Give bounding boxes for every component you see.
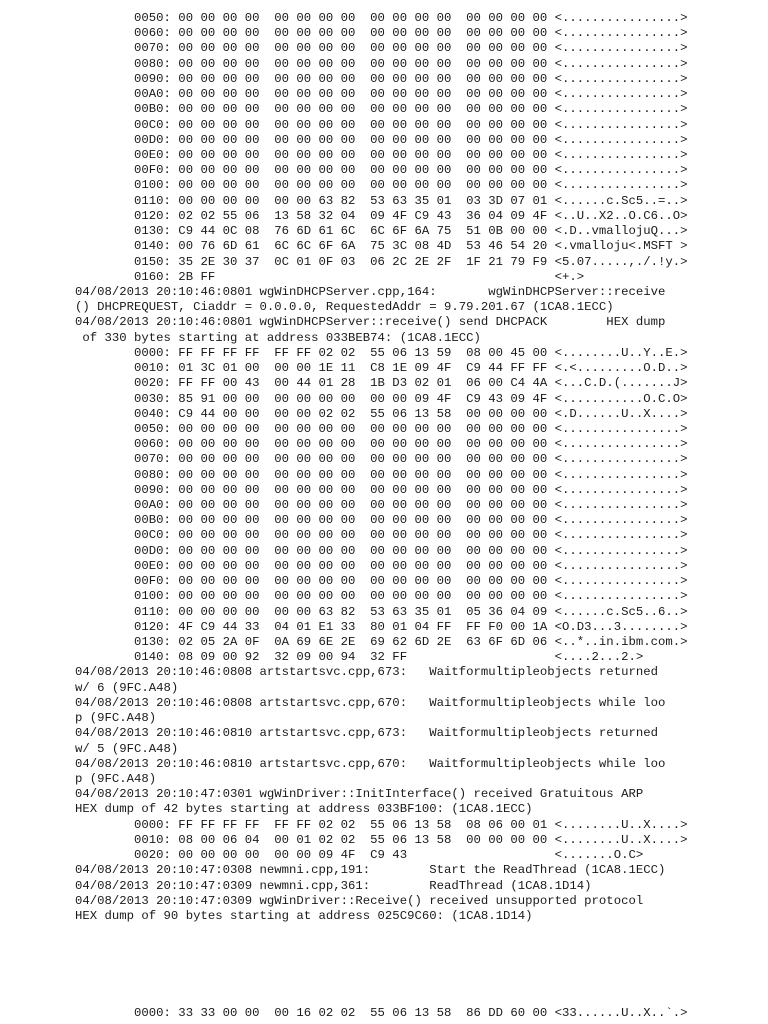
log-line: 04/08/2013 20:10:46:0810 artstartsvc.cpp,670: Waitformultipleobjects while loo: [75, 756, 666, 771]
log-line: 04/08/2013 20:10:47:0309 newmni.cpp,361: ReadThread (1CA8.1D14): [75, 878, 592, 893]
hex-dump-row: 00C0: 00 00 00 00 00 00 00 00 00 00 00 00 00 00 00 00 <................>: [75, 528, 688, 543]
hex-dump-row: 0050: 00 00 00 00 00 00 00 00 00 00 00 00 00 00 00 00 <................>: [75, 11, 688, 25]
hex-dump-row: 0080: 00 00 00 00 00 00 00 00 00 00 00 00 00 00 00 00 <................>: [75, 56, 688, 71]
hex-dump-row: 0020: 00 00 00 00 00 00 09 4F C9 43 <.......O.C>: [75, 848, 644, 863]
hex-dump-row: 0140: 08 09 00 92 32 09 00 94 32 FF <....2...2.>: [75, 650, 644, 665]
hex-dump-row: 0100: 00 00 00 00 00 00 00 00 00 00 00 00 00 00 00 00 <................>: [75, 178, 688, 193]
log-line: 04/08/2013 20:10:47:0301 wgWinDriver::InitInterface() received Gratuitous ARP: [75, 787, 644, 802]
hex-dump-row: 0080: 00 00 00 00 00 00 00 00 00 00 00 00 00 00 00 00 <................>: [75, 467, 688, 482]
hex-dump-row: 0040: C9 44 00 00 00 00 02 02 55 06 13 58 00 00 00 00 <.D......U..X....>: [75, 406, 688, 421]
log-line: 04/08/2013 20:10:46:0808 artstartsvc.cpp,673: Waitformultipleobjects returned: [75, 665, 658, 680]
hex-dump-row: 00A0: 00 00 00 00 00 00 00 00 00 00 00 00 00 00 00 00 <................>: [75, 498, 688, 513]
log-line: 04/08/2013 20:10:46:0801 wgWinDHCPServer::receive() send DHCPACK HEX dump: [75, 315, 666, 330]
hex-dump-row: 0060: 00 00 00 00 00 00 00 00 00 00 00 00 00 00 00 00 <................>: [75, 437, 688, 452]
hex-dump-row: 0110: 00 00 00 00 00 00 63 82 53 63 35 01 05 36 04 09 <......c.Sc5..6..>: [75, 604, 688, 619]
hex-dump-row: 0160: 2B FF <+.>: [75, 269, 585, 284]
hex-dump-row: 00C0: 00 00 00 00 00 00 00 00 00 00 00 00 00 00 00 00 <................>: [75, 117, 688, 132]
hex-dump-row: 00F0: 00 00 00 00 00 00 00 00 00 00 00 00 00 00 00 00 <................>: [75, 163, 688, 178]
hex-dump-row: 00B0: 00 00 00 00 00 00 00 00 00 00 00 00 00 00 00 00 <................>: [75, 102, 688, 117]
hex-dump-row: 00A0: 00 00 00 00 00 00 00 00 00 00 00 00 00 00 00 00 <................>: [75, 87, 688, 102]
log-line: 04/08/2013 20:10:47:0308 newmni.cpp,191: Start the ReadThread (1CA8.1ECC): [75, 863, 666, 878]
log-line: HEX dump of 90 bytes starting at address 025C9C60: (1CA8.1D14): [75, 908, 533, 923]
hex-dump-row: 0130: 02 05 2A 0F 0A 69 6E 2E 69 62 6D 2E 63 6F 6D 06 <..*..in.ibm.com.>: [75, 635, 688, 650]
hex-dump-row: 0070: 00 00 00 00 00 00 00 00 00 00 00 00 00 00 00 00 <................>: [75, 452, 688, 467]
hex-dump-row: 0000: FF FF FF FF FF FF 02 02 55 06 13 59 08 00 45 00 <........U..Y..E.>: [75, 345, 688, 360]
hex-dump-row: 0000: 33 33 00 00 00 16 02 02 55 06 13 58 86 DD 60 00 <33......U..X..`.>: [75, 1006, 688, 1020]
hex-dump-row: 0120: 02 02 55 06 13 58 32 04 09 4F C9 43 36 04 09 4F <..U..X2..O.C6..O>: [75, 208, 688, 223]
hex-dump-row: 00E0: 00 00 00 00 00 00 00 00 00 00 00 00 00 00 00 00 <................>: [75, 147, 688, 162]
hex-dump-row: 0130: C9 44 0C 08 76 6D 61 6C 6C 6F 6A 75 51 0B 00 00 <.D..vmallojuQ...>: [75, 224, 688, 239]
log-line: 04/08/2013 20:10:47:0309 wgWinDriver::Receive() received unsupported protocol: [75, 893, 644, 908]
log-line: 04/08/2013 20:10:46:0801 wgWinDHCPServer.cpp,164: wgWinDHCPServer::receive: [75, 284, 666, 299]
hex-dump-row: 0150: 35 2E 30 37 0C 01 0F 03 06 2C 2E 2F 1F 21 79 F9 <5.07.....,./.!y.>: [75, 254, 688, 269]
hex-dump-row: 0050: 00 00 00 00 00 00 00 00 00 00 00 00 00 00 00 00 <................>: [75, 421, 688, 436]
hex-dump-row: 0010: 01 3C 01 00 00 00 1E 11 C8 1E 09 4F C9 44 FF FF <.<.........O.D..>: [75, 361, 688, 376]
hex-dump-row: 0090: 00 00 00 00 00 00 00 00 00 00 00 00 00 00 00 00 <................>: [75, 71, 688, 86]
hex-dump-row: 0070: 00 00 00 00 00 00 00 00 00 00 00 00 00 00 00 00 <................>: [75, 41, 688, 56]
log-line: HEX dump of 42 bytes starting at address 033BF100: (1CA8.1ECC): [75, 802, 533, 817]
hex-dump-row: 0090: 00 00 00 00 00 00 00 00 00 00 00 00 00 00 00 00 <................>: [75, 482, 688, 497]
log-line: 04/08/2013 20:10:46:0810 artstartsvc.cpp,673: Waitformultipleobjects returned: [75, 726, 658, 741]
hex-dump-row: 0030: 85 91 00 00 00 00 00 00 00 00 09 4F C9 43 09 4F <...........O.C.O>: [75, 391, 688, 406]
hex-dump-row: 0140: 00 76 6D 61 6C 6C 6F 6A 75 3C 08 4D 53 46 54 20 <.vmalloju<.MSFT >: [75, 239, 688, 254]
hex-dump-row: 00F0: 00 00 00 00 00 00 00 00 00 00 00 00 00 00 00 00 <................>: [75, 574, 688, 589]
hex-dump-row: 00D0: 00 00 00 00 00 00 00 00 00 00 00 00 00 00 00 00 <................>: [75, 543, 688, 558]
hex-dump-row: 0110: 00 00 00 00 00 00 63 82 53 63 35 01 03 3D 07 01 <......c.Sc5..=..>: [75, 193, 688, 208]
hex-dump-row: 0020: FF FF 00 43 00 44 01 28 1B D3 02 01 06 00 C4 4A <...C.D.(.......J>: [75, 376, 688, 391]
hex-dump-row: 0010: 08 00 06 04 00 01 02 02 55 06 13 58 00 00 00 00 <........U..X....>: [75, 832, 688, 847]
hex-dump-row: 0120: 4F C9 44 33 04 01 E1 33 80 01 04 FF FF F0 00 1A <O.D3...3........>: [75, 619, 688, 634]
log-line: w/ 6 (9FC.A48): [75, 680, 179, 695]
log-line: of 330 bytes starting at address 033BEB74: (1CA8.1ECC): [75, 330, 481, 345]
hex-dump-row: 00D0: 00 00 00 00 00 00 00 00 00 00 00 00 00 00 00 00 <................>: [75, 132, 688, 147]
hex-dump-row: 0100: 00 00 00 00 00 00 00 00 00 00 00 00 00 00 00 00 <................>: [75, 589, 688, 604]
log-line: 04/08/2013 20:10:46:0808 artstartsvc.cpp,670: Waitformultipleobjects while loo: [75, 695, 666, 710]
hex-dump-row: 0060: 00 00 00 00 00 00 00 00 00 00 00 00 00 00 00 00 <................>: [75, 26, 688, 41]
hex-dump-row: 00B0: 00 00 00 00 00 00 00 00 00 00 00 00 00 00 00 00 <................>: [75, 513, 688, 528]
hex-dump-row: 00E0: 00 00 00 00 00 00 00 00 00 00 00 00 00 00 00 00 <................>: [75, 558, 688, 573]
log-line: w/ 5 (9FC.A48): [75, 741, 179, 756]
log-line: p (9FC.A48): [75, 772, 157, 786]
log-line: () DHCPREQUEST, Ciaddr = 0.0.0.0, RequestedAddr = 9.79.201.67 (1CA8.1ECC): [75, 300, 614, 315]
log-line: p (9FC.A48): [75, 711, 157, 726]
hex-dump-row: 0000: FF FF FF FF FF FF 02 02 55 06 13 58 08 06 00 01 <........U..X....>: [75, 817, 688, 832]
